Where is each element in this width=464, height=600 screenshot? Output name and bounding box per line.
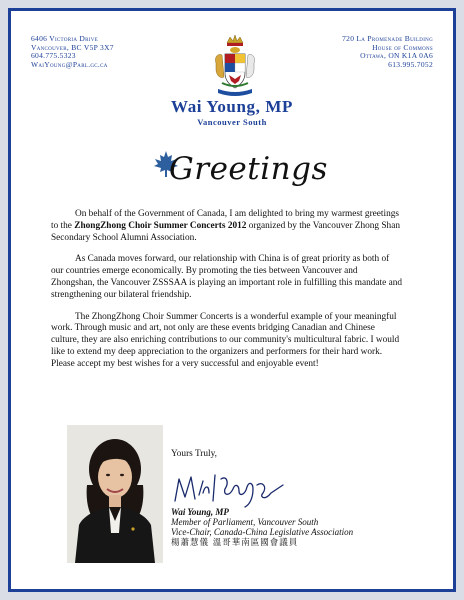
greeting-title: Greetings	[169, 151, 328, 187]
ottawa-address	[342, 35, 433, 69]
signature-block	[171, 507, 353, 548]
handwritten-signature	[169, 471, 289, 511]
phone-number: 613.995.7052	[388, 59, 433, 69]
address-street: 6406 Victoria Drive	[31, 34, 98, 43]
coat-of-arms-icon	[210, 33, 260, 99]
paragraph-1-text-a: On behalf of the Government of Canada, I am delighted to bring my warmest greetings to the	[51, 209, 400, 231]
event-name: ZhongZhong Choir Summer Concerts 2012	[74, 220, 247, 231]
signer-chinese-title: 楊蕭慧儀 溫哥華南區國會議員	[171, 537, 299, 548]
closing-line: Yours Truly,	[171, 449, 217, 459]
greeting-heading	[151, 149, 351, 191]
letter-page	[8, 8, 456, 592]
phone-number: 604.775.5323	[31, 51, 76, 61]
portrait-photo	[67, 425, 163, 563]
mp-riding: Vancouver South	[197, 117, 267, 127]
address-city: Vancouver, BC V5P 3X7	[31, 42, 114, 52]
signer-title-1: Member of Parliament, Vancouver South	[171, 517, 319, 528]
paragraph-2: As Canada moves forward, our relationship with China is of great priority as both of our countries emerge economically. By promoting the ties between Vancouver and Zhongshan, the Vancouver ZSSSAA is playing an important role in fulfilling this mandate and strengthening our bilateral friendship.	[51, 254, 402, 300]
paragraph-3: The ZhongZhong Choir Summer Concerts is a wonderful example of your meaningful work. Through music and art, not only are these events bridging Canadian and Chinese culture, they are also enriching contributions to our community's multicultural fabric. I would like to extend my deep appreciation to the organizers and performers for their hard work. Please accept my best wishes for a very successful and enjoyable event!	[51, 311, 400, 369]
mp-name: Wai Young, MP	[171, 97, 293, 116]
paragraph-1	[51, 209, 403, 244]
signer-title-2: Vice-Chair, Canada-China Legislative Association	[171, 527, 354, 538]
constituency-address	[31, 35, 114, 69]
letter-body	[51, 209, 403, 381]
email-address: WaiYoung@Parl.gc.ca	[31, 59, 108, 69]
signer-name: Wai Young, MP	[171, 507, 229, 517]
address-city: Ottawa, ON K1A 0A6	[360, 51, 433, 61]
address-house: House of Commons	[372, 42, 433, 52]
address-building: 720 La Promenade Building	[342, 34, 433, 43]
paragraph-1-text-b: organized by the Vancouver Zhong Shan Secondary School Alumni Association.	[51, 220, 400, 243]
